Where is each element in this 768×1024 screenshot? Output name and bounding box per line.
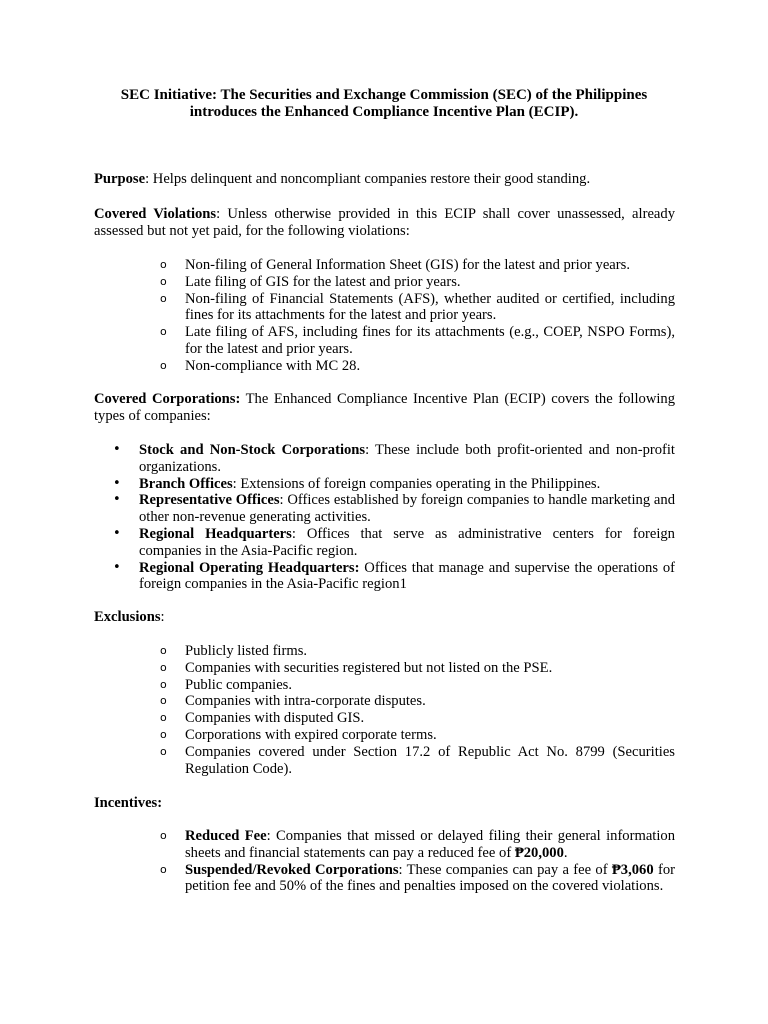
covered-corporations-list	[112, 442, 675, 593]
list-item: o Non-compliance with MC 28.	[160, 357, 361, 374]
circle-bullet-icon: o	[160, 660, 167, 674]
title-line-1: SEC Initiative: The Securities and Exchange Commission (SEC) of the Philippines	[120, 87, 648, 103]
list-item: • Branch Offices: Extensions of foreign companies operating in the Philippines.	[113, 475, 601, 492]
list-item: o Companies with intra-corporate disputes.	[160, 693, 426, 710]
purpose-paragraph	[94, 171, 675, 188]
circle-bullet-icon: o	[160, 274, 167, 288]
incentives-heading: Incentives:	[94, 795, 163, 811]
covered-corporations-label: Covered Corporations:	[94, 391, 241, 407]
circle-bullet-icon: o	[160, 711, 167, 725]
circle-bullet-icon: o	[160, 829, 167, 842]
list-item: o Companies with disputed GIS.	[160, 710, 365, 727]
list-item: o Publicly listed firms.	[160, 643, 308, 659]
circle-bullet-icon: o	[160, 291, 167, 305]
circle-bullet-icon: o	[160, 358, 167, 372]
list-item: o Public companies.	[160, 676, 293, 693]
list-item: o Reduced Fee: Companies that missed or delayed filing their general information sheets and financial statements can pay a reduced fee of ₱20,000.	[160, 828, 676, 861]
list-item: • Stock and Non-Stock Corporations: These include both profit-oriented and non-profit organizations.	[113, 442, 675, 475]
covered-violations-label: Covered Violations	[94, 206, 217, 222]
list-item: o Late filing of GIS for the latest and prior years.	[160, 273, 461, 290]
bullet-icon: •	[113, 475, 121, 491]
circle-bullet-icon: o	[160, 258, 167, 271]
document-title	[94, 87, 674, 121]
circle-bullet-icon: o	[160, 727, 167, 741]
circle-bullet-icon: o	[160, 325, 167, 339]
circle-bullet-icon: o	[160, 862, 167, 876]
covered-violations-list	[160, 257, 675, 375]
incentives-list	[160, 828, 675, 895]
bullet-icon: •	[113, 559, 121, 575]
bullet-icon: •	[113, 525, 121, 541]
covered-corporations-text: The Enhanced Compliance Incentive Plan (ECIP) covers the following types of companies:	[94, 391, 676, 424]
list-item: • Regional Headquarters: Offices that serve as administrative centers for foreign companies in the Asia-Pacific region.	[113, 525, 675, 559]
circle-bullet-icon: o	[160, 694, 167, 708]
list-item: o Suspended/Revoked Corporations: These companies can pay a fee of ₱3,060 for petition fee and 50% of the fines and penalties imposed on the covered violations.	[160, 861, 675, 895]
exclusions-list	[160, 643, 675, 777]
covered-violations-paragraph	[94, 206, 675, 240]
list-item: • Regional Operating Headquarters: Offices that manage and supervise the operations of foreign companies in the Asia-Pacific region1	[113, 559, 675, 593]
exclusions-heading: Exclusions:	[94, 609, 165, 625]
covered-violations-text: : Unless otherwise provided in this ECIP shall cover unassessed, already assessed but not yet paid, for the following violations:	[94, 206, 676, 239]
title-line-2: introduces the Enhanced Compliance Incentive Plan (ECIP).	[189, 104, 579, 120]
list-item: o Late filing of AFS, including fines for its attachments (e.g., COEP, NSPO Forms), for the latest and prior years.	[160, 324, 675, 357]
list-item: o Corporations with expired corporate terms.	[160, 726, 437, 743]
bullet-icon: •	[113, 442, 121, 457]
purpose-label: Purpose	[94, 171, 146, 187]
list-item: o Non-filing of Financial Statements (AFS), whether audited or certified, including fines for its attachments for the latest and prior years.	[160, 290, 675, 324]
circle-bullet-icon: o	[160, 677, 167, 691]
circle-bullet-icon: o	[160, 744, 167, 758]
list-item: • Representative Offices: Offices established by foreign companies to handle marketing and other non-revenue generating activities.	[113, 492, 675, 526]
purpose-text: : Helps delinquent and noncompliant companies restore their good standing.	[145, 171, 591, 187]
covered-corporations-paragraph	[94, 391, 675, 425]
circle-bullet-icon: o	[160, 644, 167, 657]
bullet-icon: •	[113, 492, 121, 508]
list-item: o Companies covered under Section 17.2 of Republic Act No. 8799 (Securities Regulation Code).	[160, 743, 675, 777]
list-item: o Companies with securities registered but not listed on the PSE.	[160, 659, 553, 676]
list-item: o Non-filing of General Information Sheet (GIS) for the latest and prior years.	[160, 257, 630, 273]
